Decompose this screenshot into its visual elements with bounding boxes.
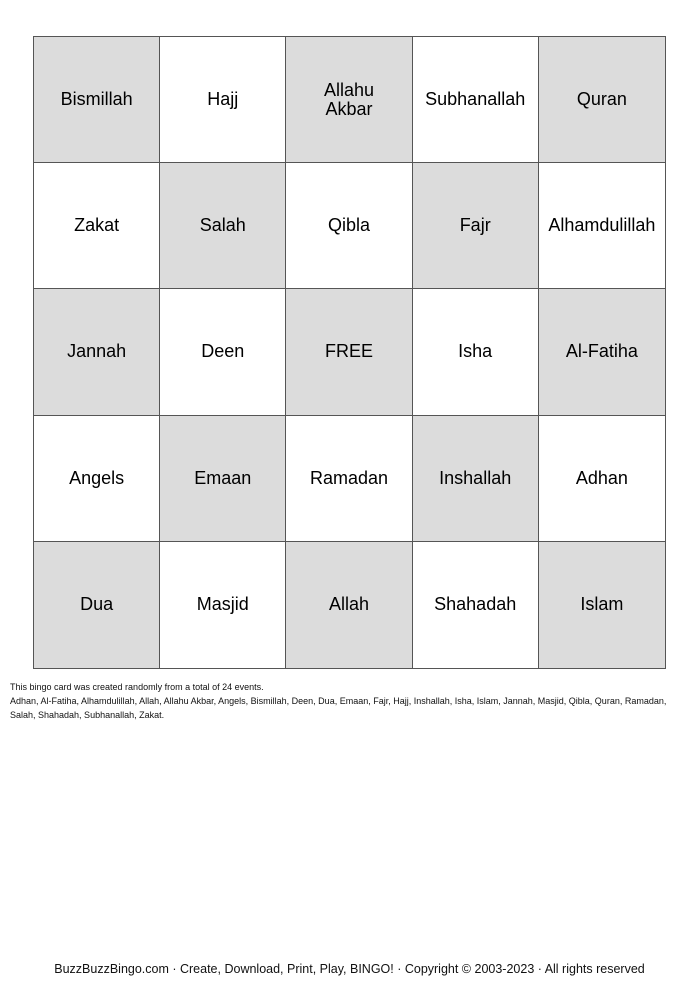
bingo-cell-label: FREE bbox=[324, 341, 373, 362]
bingo-cell-label: Qibla bbox=[327, 215, 370, 236]
note-summary: This bingo card was created randomly from a total of 24 events. bbox=[10, 682, 264, 692]
bingo-cell-label: Ramadan bbox=[309, 467, 389, 488]
bingo-cell bbox=[286, 289, 412, 415]
bingo-cell bbox=[160, 289, 286, 415]
bingo-cell-label: Al-Fatiha bbox=[565, 341, 638, 362]
bingo-cell-label: Allah bbox=[328, 594, 369, 615]
bingo-cell bbox=[539, 542, 665, 668]
bingo-cell bbox=[539, 289, 665, 415]
bingo-cell-label: Alhamdulillah bbox=[548, 215, 656, 236]
bingo-cell bbox=[34, 542, 160, 668]
bingo-cell bbox=[286, 416, 412, 542]
bingo-cell-label: Adhan bbox=[575, 467, 628, 488]
bingo-cell bbox=[160, 542, 286, 668]
bingo-cell-label: Salah bbox=[199, 215, 246, 236]
bingo-cell bbox=[34, 289, 160, 415]
bingo-cell-label: Islam bbox=[580, 594, 624, 615]
bingo-cell bbox=[413, 37, 539, 163]
note-event-list: Adhan, Al-Fatiha, Alhamdulillah, Allah, Allahu Akbar, Angels, Bismillah, Deen, Dua, Emaan, Fajr, Hajj, Inshallah, Isha, Islam, Jannah, Masjid, Qibla, Quran, Ramadan, Salah, Shahadah, Subhanallah, Zakat. bbox=[10, 696, 667, 720]
bingo-cell-label: Shahadah bbox=[434, 594, 517, 615]
bingo-cell bbox=[286, 163, 412, 289]
bingo-cell bbox=[34, 163, 160, 289]
footer: BuzzBuzzBingo.com · Create, Download, Print, Play, BINGO! · Copyright © 2003-2023 · All rights reserved bbox=[54, 962, 645, 976]
bingo-cell-label: Emaan bbox=[194, 467, 252, 488]
bingo-cell-label: Zakat bbox=[74, 215, 120, 236]
bingo-cell-label: Inshallah bbox=[439, 467, 512, 488]
bingo-cell-label: Bismillah bbox=[60, 89, 133, 110]
bingo-cell bbox=[413, 163, 539, 289]
bingo-cell-label: Angels bbox=[69, 467, 125, 488]
bingo-cell bbox=[160, 163, 286, 289]
bingo-cell bbox=[539, 163, 665, 289]
bingo-cell bbox=[286, 542, 412, 668]
bingo-cell bbox=[286, 37, 412, 163]
bingo-cell-label: Deen bbox=[201, 341, 245, 362]
bingo-cell-label: Jannah bbox=[67, 341, 127, 362]
bingo-cell bbox=[539, 416, 665, 542]
bingo-cell bbox=[34, 416, 160, 542]
bingo-cell-label: Quran bbox=[576, 89, 627, 110]
bingo-cell-label: Masjid bbox=[196, 594, 249, 615]
bingo-cell bbox=[34, 37, 160, 163]
bingo-cell-label: Hajj bbox=[207, 89, 239, 110]
bingo-cell bbox=[413, 542, 539, 668]
card-note bbox=[10, 680, 690, 722]
bingo-cell-label: Isha bbox=[458, 341, 493, 362]
bingo-cell bbox=[413, 416, 539, 542]
bingo-cell-label: Dua bbox=[80, 594, 114, 615]
bingo-cell bbox=[539, 37, 665, 163]
bingo-grid bbox=[33, 36, 666, 669]
bingo-cell bbox=[160, 37, 286, 163]
bingo-cell-label: Subhanallah bbox=[425, 89, 526, 110]
bingo-cell bbox=[160, 416, 286, 542]
bingo-cell-label: Fajr bbox=[459, 215, 491, 236]
bingo-cell-label: Allahu Akbar bbox=[323, 79, 374, 119]
bingo-cell bbox=[413, 289, 539, 415]
